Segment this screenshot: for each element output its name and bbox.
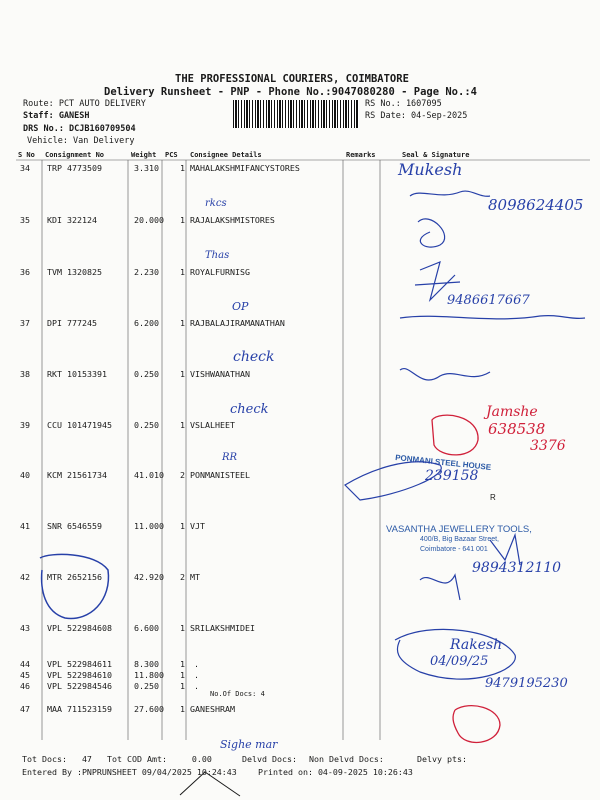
vehicle-label: Vehicle: Van Delivery xyxy=(27,136,135,146)
stamp-ponmani: PONMANI STEEL HOUSE xyxy=(394,452,492,473)
row-sno: 35 xyxy=(20,215,30,225)
row-weight: 0.250 xyxy=(134,420,159,430)
phone-handwritten: 9486617667 xyxy=(447,293,530,308)
row-weight: 6.200 xyxy=(134,318,159,328)
stamp-address: Coimbatore - 641 001 xyxy=(420,546,488,553)
row-sno: 40 xyxy=(20,470,30,480)
handwritten-note: check xyxy=(233,349,275,365)
signature-mark xyxy=(420,575,460,600)
row-consignment: CCU 101471945 xyxy=(47,420,112,430)
row-pcs: 1 xyxy=(180,369,185,379)
row-weight: 20.000 xyxy=(134,215,164,225)
row-sno: 46 xyxy=(20,681,30,691)
row-sno: 41 xyxy=(20,521,30,531)
row-weight: 42.920 xyxy=(134,572,164,582)
staff-label: Staff: GANESH xyxy=(23,111,90,121)
phone-handwritten: 9479195230 xyxy=(485,676,568,691)
row-weight: 27.600 xyxy=(134,704,164,714)
row-weight: 41.010 xyxy=(134,470,164,480)
handwritten-note: OP xyxy=(232,300,249,313)
col-seal-signature: Seal & Signature xyxy=(402,151,470,159)
handwritten-note: check xyxy=(230,402,269,417)
row-sno: 34 xyxy=(20,163,30,173)
row-consignment: VPL 522984611 xyxy=(47,659,112,669)
row-pcs: 1 xyxy=(180,704,185,714)
stamp-vasantha: VASANTHA JEWELLERY TOOLS, xyxy=(386,524,532,535)
route-label: Route: PCT AUTO DELIVERY xyxy=(23,99,146,109)
number-handwritten: 239158 xyxy=(425,468,479,484)
handwritten-note: rkcs xyxy=(205,198,227,209)
row-pcs: 2 xyxy=(180,572,185,582)
row-consignment: KCM 21561734 xyxy=(47,470,107,480)
phone-handwritten: 9894312110 xyxy=(472,560,562,576)
row-consignment: TRP 4773509 xyxy=(47,163,102,173)
phone-handwritten: 8098624405 xyxy=(488,196,584,214)
seal-circle xyxy=(40,554,108,618)
row-consignee: . xyxy=(194,681,199,691)
row-consignment: RKT 10153391 xyxy=(47,369,107,379)
col-consignment: Consignment No xyxy=(45,151,105,159)
row-consignee: VISHWANATHAN xyxy=(190,369,250,379)
row-pcs: 1 xyxy=(180,267,185,277)
row-consignee: RAJBALAJIRAMANATHAN xyxy=(190,318,285,328)
row-weight: 0.250 xyxy=(134,681,159,691)
row-weight: 3.310 xyxy=(134,163,159,173)
handwritten-note: Sighe mar xyxy=(220,738,278,751)
row-weight: 6.600 xyxy=(134,623,159,633)
signature-mark xyxy=(490,535,520,565)
row-pcs: 2 xyxy=(180,470,185,480)
drs-label: DRS No.: DCJB160709504 xyxy=(23,124,136,134)
row-consignment: VPL 522984608 xyxy=(47,623,112,633)
handwritten-note: RR xyxy=(222,452,238,463)
row-consignment: KDI 322124 xyxy=(47,215,97,225)
red-mark xyxy=(453,706,500,743)
row-sno: 45 xyxy=(20,670,30,680)
signature-mark xyxy=(418,219,445,247)
row-consignee: SRILAKSHMIDEI xyxy=(190,623,255,633)
stamp-address: 400/B, Big Bazaar Street, xyxy=(420,536,499,543)
row-pcs: 1 xyxy=(180,215,185,225)
signature-mark xyxy=(415,262,460,300)
row-consignee: VSLALHEET xyxy=(190,420,235,430)
row-consignment: MAA 711523159 xyxy=(47,704,112,714)
printed-on: Printed on: 04-09-2025 10:26:43 xyxy=(258,767,413,777)
row-sno: 36 xyxy=(20,267,30,277)
signature-text: Mukesh xyxy=(398,160,463,179)
row-pcs: 1 xyxy=(180,318,185,328)
row-sno: 39 xyxy=(20,420,30,430)
row-consignee: PONMANISTEEL xyxy=(190,470,250,480)
number-handwritten: 3376 xyxy=(530,438,566,454)
row-sno: 47 xyxy=(20,704,30,714)
company-title: THE PROFESSIONAL COURIERS, COIMBATORE xyxy=(175,73,409,85)
rs-number: RS No.: 1607095 xyxy=(365,99,442,109)
row-consignee: . xyxy=(194,670,199,680)
entered-by: Entered By :PNPRUNSHEET 09/04/2025 10:24:43 xyxy=(22,767,237,777)
row-consignment: VPL 522984610 xyxy=(47,670,112,680)
col-consignee: Consignee Details xyxy=(190,151,262,159)
row-consignee: GANESHRAM xyxy=(190,704,235,714)
row-consignee: MAHALAKSHMIFANCYSTORES xyxy=(190,163,300,173)
row-pcs: 1 xyxy=(180,420,185,430)
signature-mark xyxy=(345,462,441,500)
non-delvd-docs: Non Delvd Docs: xyxy=(309,754,384,764)
row-consignee: VJT xyxy=(190,521,205,531)
tot-docs: Tot Docs: 47 xyxy=(22,754,92,764)
signature-text: Jamshe xyxy=(486,404,538,420)
row-consignee: ROYALFURNISG xyxy=(190,267,250,277)
row-weight: 2.230 xyxy=(134,267,159,277)
row-pcs: 1 xyxy=(180,659,185,669)
row-weight: 11.000 xyxy=(134,521,164,531)
row-consignee: . xyxy=(194,659,199,669)
col-weight: Weight xyxy=(131,151,157,159)
row-sno: 43 xyxy=(20,623,30,633)
number-handwritten: 638538 xyxy=(488,420,546,438)
date-handwritten: 04/09/25 xyxy=(430,654,489,669)
signature-mark xyxy=(400,316,585,319)
row-consignment: SNR 6546559 xyxy=(47,521,102,531)
row-pcs: 1 xyxy=(180,521,185,531)
row-pcs: 1 xyxy=(180,163,185,173)
signature-mark xyxy=(395,629,515,679)
col-sno: S No xyxy=(18,151,35,159)
rs-date: RS Date: 04-Sep-2025 xyxy=(365,111,468,121)
col-pcs: PCS xyxy=(165,151,178,159)
row-weight: 11.800 xyxy=(134,670,164,680)
row-consignment: MTR 2652156 xyxy=(47,572,102,582)
row-sno: 44 xyxy=(20,659,30,669)
signature-strike xyxy=(410,191,490,196)
signature-text: Rakesh xyxy=(450,637,503,653)
row-pcs: 1 xyxy=(180,670,185,680)
row-sno: 37 xyxy=(20,318,30,328)
delvy-pts: Delvy pts: xyxy=(417,754,467,764)
row-consignment: TVM 1320825 xyxy=(47,267,102,277)
no-of-docs: No.Of Docs: 4 xyxy=(210,690,265,698)
row-weight: 8.300 xyxy=(134,659,159,669)
row-consignment: VPL 522984546 xyxy=(47,681,112,691)
signature-mark xyxy=(400,369,490,380)
row-sno: 38 xyxy=(20,369,30,379)
tot-cod: Tot COD Amt: 0.00 xyxy=(107,754,212,764)
red-mark xyxy=(432,415,478,455)
row-pcs: 1 xyxy=(180,681,185,691)
row-consignment: DPI 777245 xyxy=(47,318,97,328)
row-consignee: RAJALAKSHMISTORES xyxy=(190,215,275,225)
row-sno: 42 xyxy=(20,572,30,582)
col-remarks: Remarks xyxy=(346,151,376,159)
runsheet-title: Delivery Runsheet - PNP - Phone No.:9047080280 - Page No.:4 xyxy=(104,86,477,98)
row-pcs: 1 xyxy=(180,623,185,633)
delvd-docs: Delvd Docs: xyxy=(242,754,297,764)
handwritten-note: Thas xyxy=(205,250,230,261)
stamp-mark: R xyxy=(490,493,496,502)
row-weight: 0.250 xyxy=(134,369,159,379)
row-consignee: MT xyxy=(190,572,200,582)
